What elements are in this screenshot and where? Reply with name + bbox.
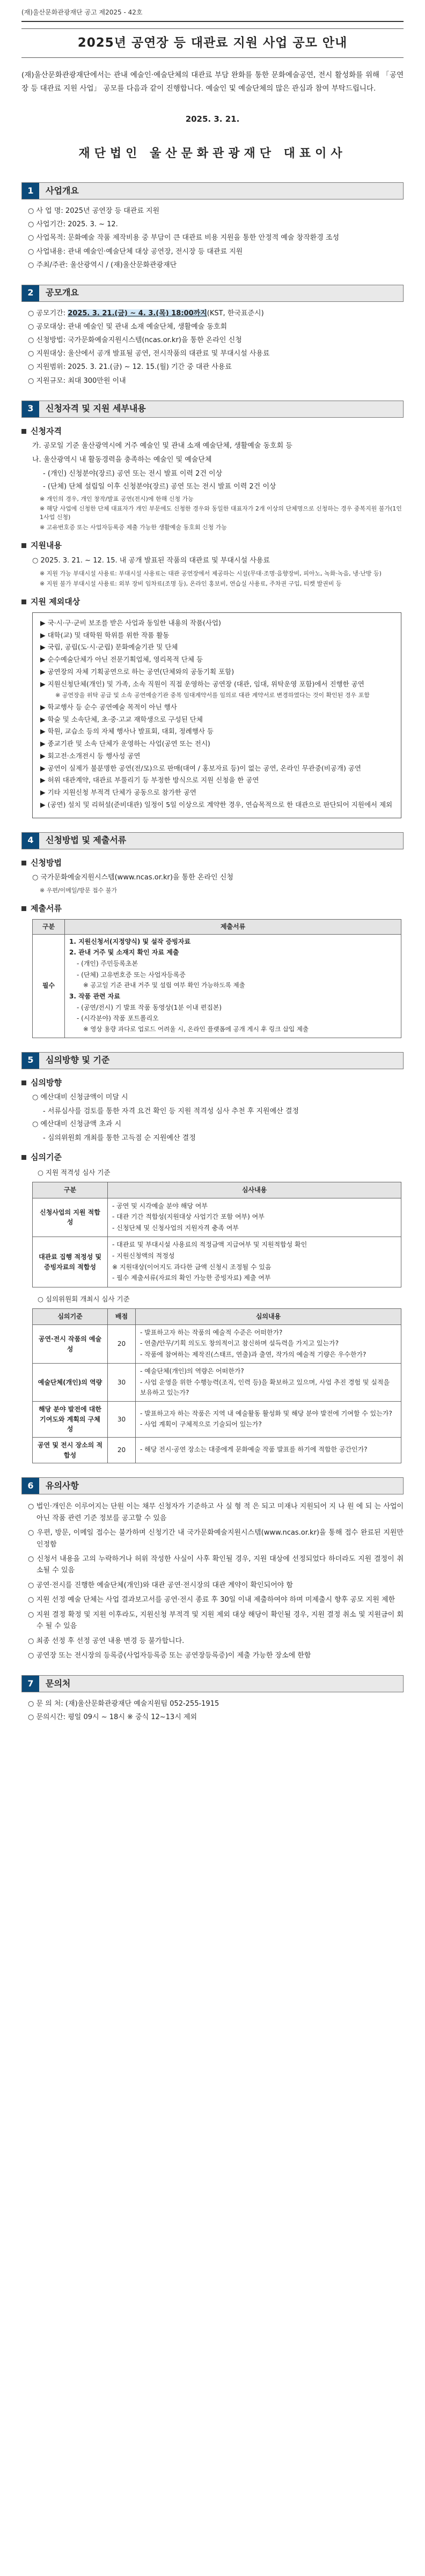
column-header: 배점	[108, 1309, 136, 1325]
exclusion-item: ▶ 국립, 공립(도·시·군립) 문화예술기관 및 단체	[40, 643, 178, 652]
support-scope-item: ○ 2025. 3. 21. ~ 12. 15. 내 공개 발표된 작품의 대관료 및 부대시설 사용료	[32, 556, 270, 565]
list-item: ○ 사업기간: 2025. 3. ~ 12.	[28, 220, 118, 229]
exclusion-item: ▶ 회고전·소개전시 등 행사성 공연	[40, 751, 141, 760]
application-method-item: ○ 국가문화예술지원시스템(www.ncas.or.kr)을 통한 온라인 신청	[32, 873, 233, 882]
row-content	[136, 1324, 401, 1364]
column-header: 심의내용	[136, 1309, 401, 1325]
documents-table	[32, 919, 401, 1038]
criteria-line: - 예술단체(개인)의 역량은 어떠한가?	[140, 1367, 244, 1375]
section-title: 심의방향 및 기준	[39, 1053, 403, 1069]
section-number: 2	[22, 285, 39, 301]
exclusion-item: ▶ (공연) 설치 및 리허설(준비대관) 일정이 5일 이상으로 계약한 경우, 연습목적으로 한 대관으로 판단되어 지원에서 제외	[40, 800, 393, 809]
criteria-line: - 신청단체 및 신청사업의 지원자격 충족 여부	[112, 1224, 239, 1232]
row-content	[136, 1364, 401, 1402]
criteria-line: ※ 지원대상(이어지도 과다한 금액 신청시 조정될 수 있음	[112, 1263, 272, 1271]
section-title: 공모개요	[39, 285, 403, 301]
review-direction-2: ○ 예산대비 신청금액 초과 시	[32, 1120, 122, 1129]
column-header: 심사내용	[108, 1182, 401, 1198]
qualification-b: 나. 울산광역시 내 활동경력을 충족하는 예술인 및 예술단체	[32, 456, 212, 464]
document-item: - (시각분야) 작품 포트폴리오	[77, 1015, 159, 1023]
criteria-line: - 사업 계획이 구체적으로 기술되어 있는가?	[140, 1420, 262, 1428]
row-content	[108, 1198, 401, 1237]
period-rest: (KST, 한국표준시)	[207, 309, 264, 317]
list-item: ○ 지원 선정 예술 단체는 사업 결과보고서를 공연·전시 종료 후 30일 이내 제출하여야 하며 미제출시 향후 공모 지원 제한	[28, 1596, 395, 1604]
note: ※ 고유번호증 또는 사업자등록증 제출 가능한 생활예술 동호회 신청 가능	[40, 524, 227, 531]
period-value: 2025. 3. 21.(금) ~ 4. 3.(목) 18:00까지	[68, 309, 207, 317]
exclusion-item: ▶ 허위 대관계약, 대관료 부풀리기 등 부정한 방식으로 지원 신청을 한 공연	[40, 776, 259, 784]
section-number: 4	[22, 833, 39, 849]
exclusion-item: ▶ 학교행사 등 순수 공연예술 목적이 아닌 행사	[40, 702, 177, 711]
list-item: ○ 지원규모: 최대 300만원 이내	[28, 376, 126, 385]
intro-paragraph: (재)울산문화관광재단에서는 관내 예술인·예술단체의 대관료 부담 완화를 통한 문화예술공연, 전시 활성화를 위해 「공연장 등 대관료 지원 사업」 공모를 다음과 같이 진행합니다. 예술인 및 예술단체의 많은 관심과 참여 부탁드립니다.	[21, 71, 404, 93]
document-item: 1. 지원신청서(지정양식) 및 설작 증빙자료	[69, 937, 191, 945]
criteria-line: - 대관 기간 적합성(지원대상 사업기간 포함 여부) 여부	[112, 1213, 265, 1221]
list-item: ○ 신청방법: 국가문화예술지원시스템(ncas.or.kr)을 통한 온라인 신청	[28, 336, 242, 345]
table-row	[33, 1402, 401, 1438]
column-header: 구분	[33, 1182, 108, 1198]
list-item: ○ 지원범위: 2025. 3. 21.(금) ~ 12. 15.(월) 기간 중 대관 사용료	[28, 363, 232, 372]
section-1-header	[21, 182, 404, 199]
qualification-b1: - (개인) 신청분야(장르) 공연 또는 전시 발표 이력 2건 이상	[43, 470, 223, 478]
row-category: 공연 및 전시 장소의 적합성	[33, 1438, 108, 1463]
criteria-line: - 해당 전시·공연 장소는 대중에게 문화예술 작품 발표를 하기에 적합한 공간인가?	[140, 1446, 368, 1454]
subsection-qualification: 신청자격	[21, 425, 404, 438]
list-item: ○ 문 의 처: (재)울산문화관광재단 예술지원팀 052-255-1915	[28, 1700, 219, 1708]
criteria-line: - 사업 운영을 위한 수행능력(조직, 인력 등)을 확보하고 있으며, 사업 추진 경험 및 실적을 보유하고 있는가?	[140, 1379, 390, 1396]
row-category: 신청사업의 지원 적합성	[33, 1198, 108, 1237]
list-item: ○ 신청서 내용을 고의 누락하거나 허위 작성한 사실이 사후 확인될 경우, 지원 대상에 선정되었다 하더라도 지원 결정이 취소될 수 있음	[28, 1555, 404, 1575]
exclusion-item: ▶ 공연장의 자체 기획공연으로 하는 공연(단체와의 공동기획 포함)	[40, 667, 235, 676]
review-direction-2a: - 심의위원회 개최를 통한 고득점 순 지원예산 결정	[43, 1134, 196, 1143]
table-row	[33, 1324, 401, 1364]
row-category: 대관료 집행 적정성 및 증빙자료의 적합성	[33, 1237, 108, 1287]
exclusion-item: ▶ 종교기관 및 소속 단체가 운영하는 사업(공연 또는 전시)	[40, 739, 210, 748]
list-item: ○ 법인·개인은 이루어지는 단원 이는 채무 신청자가 기준하고 사 실 형 적 은 되고 미재나 지원되어 지 나 원 에 되 는 사업이 아닌 작품 관련 기준 정보를 공고할 수 있음	[28, 1502, 404, 1522]
list-item: ○ 공모대상: 관내 예술인 및 관내 소재 예술단체, 생활예술 동호회	[28, 323, 227, 331]
column-header: 심의기준	[33, 1309, 108, 1325]
section-title: 신청자격 및 지원 세부내용	[39, 401, 403, 417]
row-score: 30	[108, 1402, 136, 1438]
column-header: 제출서류	[65, 920, 401, 935]
list-item: ○ 공연·전시를 진행한 예술단체(개인)와 대관 공연·전시장의 대관 계약이 확인되어야 함	[28, 1581, 293, 1589]
row-score: 20	[108, 1324, 136, 1364]
note: ※ 해당 사업에 신청한 단체 대표자가 개인 부문에도 신청한 경우와 동일한 대표자가 2개 이상의 단체명으로 신청하는 경우 중복지원 불가(1인 1사업 신청)	[40, 505, 402, 521]
subsection-review-direction: 심의방향	[21, 1077, 404, 1089]
organization-name: 재단법인 울산문화관광재단 대표이사	[78, 147, 347, 161]
eligibility-table	[32, 1182, 401, 1287]
table-row	[33, 1237, 401, 1287]
table-row	[33, 1198, 401, 1237]
table-row	[33, 1364, 401, 1402]
qualification-a: 가. 공모일 기준 울산광역시에 거주 예술인 및 관내 소재 예술단체, 생활예술 동호회 등	[32, 441, 292, 450]
criteria-subtitle: ○ 지원 적격성 심사 기준	[38, 1168, 111, 1176]
square-bullet-icon	[21, 1080, 26, 1085]
criteria-line: - 발표하고자 하는 작품의 예술적 수준은 어떠한가?	[140, 1328, 283, 1336]
list-item: ○ 사업목적: 문화예술 작품 제작비용 중 부담이 큰 대관료 비용 지원을 통한 안정적 예술 창작환경 조성	[28, 234, 340, 242]
call-overview-list	[21, 308, 404, 387]
table-header-row	[33, 1182, 401, 1198]
exclusion-item: ▶ 공연이 실제가 불분명한 공연(전/모)으로 판매(대여 / 홍보자료 등)이 없는 공연, 온라인 무관중(비공개) 공연	[40, 764, 362, 772]
section-4-header	[21, 832, 404, 849]
table-header-row	[33, 1309, 401, 1325]
section-title: 사업개요	[39, 183, 403, 199]
list-item: ○ 지원 결정 확정 및 지원 이후라도, 지원신청 부적격 및 지원 제외 대상 해당이 확인될 경우, 지원 결정 취소 및 지원금이 회수 될 수 있음	[28, 1610, 404, 1631]
subsection-application-method: 신청방법	[21, 857, 404, 869]
section-2-header	[21, 285, 404, 302]
qualification-b2: - (단체) 단체 설립일 이후 신청분야(장르) 공연 또는 전시 발표 이력 2건 이상	[43, 483, 276, 491]
section-5-header	[21, 1052, 404, 1069]
document-item: 3. 작품 관련 자료	[69, 992, 120, 1000]
exclusion-box	[32, 612, 401, 818]
square-bullet-icon	[21, 1155, 26, 1160]
document-item: - (공연/전시) 기 발표 작품 동영상(1분 이내 편집본)	[77, 1003, 222, 1011]
review-direction-1a: - 서류심사를 검토를 통한 자격 요건 확인 등 지원 적격성 심사 추천 후 지원예산 결정	[43, 1107, 299, 1115]
note: ※ 지원 가능 부대시설 사용료: 부대시설 사용료는 대관 공연장에서 제공하는 시설(무대·조명·음향장비, 피아노, 녹화·녹음, 냉·난방 등)	[40, 569, 382, 577]
list-item: ○ 사 업 명: 2025년 공연장 등 대관료 지원	[28, 207, 160, 216]
review-direction-1: ○ 예산대비 신청금액이 미달 시	[32, 1093, 128, 1101]
table-row	[33, 934, 401, 1038]
list-item: ○ 우편, 방문, 이메일 접수는 불가하며 신청기간 내 국가문화예술지원시스템(www.ncas.or.kr)을 통해 접수 완료된 지원만 인정함	[28, 1529, 404, 1549]
subsection-documents: 제출서류	[21, 902, 404, 915]
criteria-line: - 필수 제출서류(자료의 확인 가능한 증빙자료) 제출 여부	[112, 1274, 271, 1282]
square-bullet-icon	[21, 861, 26, 865]
row-category: 필수	[33, 934, 65, 1038]
section-title: 유의사항	[39, 1478, 403, 1494]
exclusion-item: ▶ 지원신청단체(개인) 및 가족, 소속 직원이 직접 운영하는 공연장 (대관, 임대, 위탁운영 포함)에서 진행한 공연	[40, 679, 364, 688]
square-bullet-icon	[21, 906, 26, 911]
note: ※ 개인의 경우, 개인 창작/발표 공연(전시)에 한해 신청 가능	[40, 495, 194, 502]
square-bullet-icon	[21, 543, 26, 548]
exclusion-subnote: ※ 공연장을 위탁 공급 및 소속 공연예술기관 중복 임대계약서를 임의로 대관 계약서로 변경하였다는 것이 확인된 경우 포함	[55, 692, 370, 699]
section-7-header	[21, 1675, 404, 1692]
list-item: ○ 사업내용: 관내 예술인·예술단체 대상 공연장, 전시장 등 대관료 지원	[28, 247, 243, 256]
criteria-line: - 공연 및 시각예술 분야 해당 여부	[112, 1202, 208, 1210]
page-title: 2025년 공연장 등 대관료 지원 사업 공모 안내	[21, 28, 404, 58]
section-title: 문의처	[39, 1676, 403, 1692]
exclusion-item: ▶ 순수예술단체가 아닌 전문기획업체, 영리목적 단체 등	[40, 655, 203, 664]
section-number: 3	[22, 401, 39, 417]
list-item: ○ 주최/주관: 울산광역시 / (재)울산문화관광재단	[28, 261, 177, 269]
section-number: 5	[22, 1053, 39, 1069]
period-label: ○ 공모기간:	[28, 309, 68, 317]
document-item: 2. 관내 거주 및 소재지 확인 자료 제출	[69, 949, 179, 957]
criteria-line: - 대관료 및 부대시설 사용료의 적정금액 지급여부 및 지원적합성 확인	[112, 1241, 307, 1249]
list-item: ○ 지원대상: 울산에서 공개 발표될 공연, 전시작품의 대관료 및 부대시설 사용료	[28, 350, 270, 358]
criteria-subtitle: ○ 심의위원회 개최시 심사 기준	[38, 1294, 130, 1303]
caution-list	[21, 1501, 404, 1661]
section-6-header	[21, 1477, 404, 1494]
note: ※ 지원 불가 부대시설 사용료: 외부 장비 임차료(조명 등), 온라인 홍보비, 연습실 사용료, 주차권 구입, 티켓 발권비 등	[40, 580, 342, 587]
committee-criteria-table	[32, 1308, 401, 1463]
criteria-line: - 연출/안무/기획 의도도 창의적이고 참신하며 설득력을 가지고 있는가?	[140, 1339, 339, 1348]
exclusion-item: ▶ 대학(교) 및 대학원 학위를 위한 작품 활동	[40, 631, 170, 639]
row-category: 예술단체(개인)의 역량	[33, 1364, 108, 1402]
row-score: 20	[108, 1438, 136, 1463]
exclusion-item: ▶ 학원, 교습소 등의 자체 행사나 발표회, 대회, 정례행사 등	[40, 727, 214, 736]
document-item: - (단체) 고유번호증 또는 사업자등록증	[77, 971, 186, 979]
exclusion-item: ▶ 국·시·구·군비 보조를 받은 사업과 동일한 내용의 작품(사업)	[40, 618, 221, 627]
row-category: 공연·전시 작품의 예술성	[33, 1324, 108, 1364]
square-bullet-icon	[21, 429, 26, 434]
row-category: 해당 분야 발전에 대한 기여도와 계획의 구체성	[33, 1402, 108, 1438]
table-row	[33, 1438, 401, 1463]
list-item: ○ 문의시간: 평일 09시 ~ 18시 ※ 중식 12~13시 제외	[28, 1713, 197, 1721]
list-item: ○ 공연장 또는 전시장의 등록증(사업자등록증 또는 공연장등록증)이 제출 가능한 장소에 한함	[28, 1652, 311, 1660]
section-number: 6	[22, 1478, 39, 1494]
column-header: 구분	[33, 920, 65, 935]
criteria-line: - 발표하고자 하는 작품은 지역 내 예술활동 활성화 및 해당 분야 발전에 기여할 수 있는가?	[140, 1409, 392, 1417]
row-content	[136, 1438, 401, 1463]
list-item: ○ 최종 선정 후 선정 공연 내용 변경 등 불가합니다.	[28, 1637, 185, 1645]
document-note: ※ 영상 용량 과다로 업로드 어려울 시, 온라인 플랫폼에 공개 게시 후 링크 삽입 제출	[83, 1025, 309, 1033]
exclusion-item: ▶ 학술 및 소속단체, 초·중·고교 재학생으로 구성된 단체	[40, 715, 203, 723]
row-content	[65, 934, 401, 1038]
section-title: 신청방법 및 제출서류	[39, 833, 403, 849]
criteria-line: - 작품에 참여하는 제작진(스태프, 연출)과 출연, 작가의 예술적 기량은 우수한가?	[140, 1350, 367, 1358]
criteria-line: - 지원신청액의 적정성	[112, 1252, 175, 1260]
square-bullet-icon	[21, 599, 26, 604]
document-item: - (개인) 주민등록초본	[77, 959, 138, 967]
row-content	[108, 1237, 401, 1287]
subsection-review-criteria: 심의기준	[21, 1151, 404, 1164]
section-number: 7	[22, 1676, 39, 1692]
row-score: 30	[108, 1364, 136, 1402]
notice-date: 2025. 3. 21.	[185, 114, 240, 124]
note: ※ 우편/이메일/방문 접수 불가	[40, 886, 118, 894]
section-3-header	[21, 401, 404, 418]
contact-list	[21, 1699, 404, 1722]
document-note: ※ 공고일 기준 관내 거주 및 설립 여부 확인 가능하도록 제출	[83, 981, 245, 989]
row-content	[136, 1402, 401, 1438]
table-header-row	[33, 920, 401, 935]
list-item	[28, 308, 404, 319]
section-number: 1	[22, 183, 39, 199]
notice-number: (재)울산문화관광재단 공고 제2025 - 42호	[21, 8, 404, 22]
subsection-support-scope: 지원내용	[21, 539, 404, 552]
overview-list	[21, 206, 404, 271]
subsection-exclusions: 지원 제외대상	[21, 596, 404, 608]
exclusion-item: ▶ 기타 지원신청 부적격 단체가 공동으로 참가한 공연	[40, 788, 197, 797]
